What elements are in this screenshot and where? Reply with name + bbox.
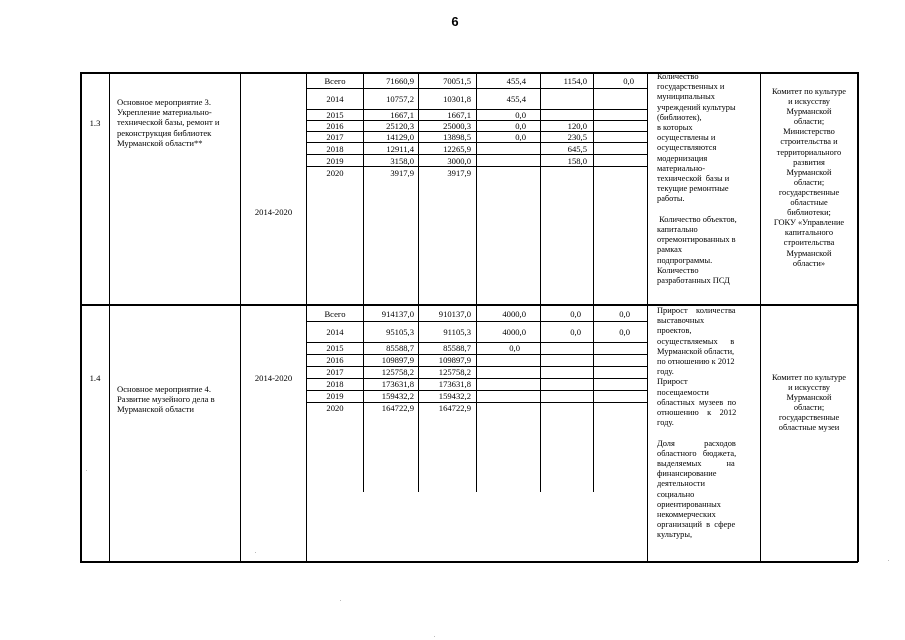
year-label: 2018 [326,144,344,154]
year-label: Всего [324,76,346,86]
federal-value: 455,4 [506,94,526,104]
year-label: 2017 [326,132,344,142]
total-value: 95105,3 [386,327,414,337]
regional-value: 85588,7 [443,343,471,353]
federal-value: 0,0 [515,121,526,131]
year-label: 2015 [326,110,344,120]
total-value: 159432,2 [381,391,414,401]
local-value: 230,5 [567,132,587,142]
local-value: 645,5 [567,144,587,154]
col-divider [593,72,594,492]
total-value: 12911,4 [386,144,414,154]
year-label: 2015 [326,343,344,353]
local-value: 0,0 [570,309,581,319]
row-number: 1.4 [89,373,101,383]
row-divider [80,304,858,306]
regional-value: 910137,0 [438,309,471,319]
year-divider [306,154,647,155]
scan-speck [434,636,435,637]
year-label: 2014 [326,327,344,337]
period: 2014-2020 [254,373,293,383]
year-label: 2019 [326,391,344,401]
other-value: 0,0 [623,76,634,86]
regional-value: 13898,5 [443,132,471,142]
total-value: 109897,9 [381,355,414,365]
year-label: 2020 [326,403,344,413]
regional-value: 70051,5 [443,76,471,86]
total-value: 14129,0 [386,132,414,142]
federal-value: 4000,0 [502,309,526,319]
total-value: 173631,8 [381,379,414,389]
year-label: 2019 [326,156,344,166]
federal-value: 0,0 [515,110,526,120]
period: 2014-2020 [254,207,293,217]
total-value: 914137,0 [381,309,414,319]
federal-value: 4000,0 [502,327,526,337]
regional-value: 159432,2 [438,391,471,401]
scan-speck [86,470,87,471]
regional-value: 125758,2 [438,367,471,377]
year-divider [306,166,647,167]
federal-value: 0,0 [515,132,526,142]
total-value: 3917,9 [390,168,414,178]
measure-name: Основное мероприятие 4. Развитие музейного дела в Мурманской области [117,384,215,415]
page-number: 6 [451,14,459,29]
regional-value: 10301,8 [443,94,471,104]
federal-value: 0,0 [509,343,520,353]
row-number: 1.3 [89,118,101,128]
col-divider [240,72,241,562]
year-divider [306,321,647,322]
scan-speck [255,552,256,553]
year-divider [306,88,647,89]
target-indicators: Количество государственных и муниципальных учреждений культуры (библиотек), в которых осуществлены и осуществляются модернизация материально- технической базы и текущие ремонтные работы. Количество объектов, капитально отремонтированных в рамках подпрограммы. Количество разработанных ПСД [657,72,737,286]
regional-value: 91105,3 [443,327,471,337]
table-border-right [857,72,859,562]
responsible-executors: Комитет по культуре и искусству Мурманской области; Министерство строительства и территориального развития Мурманской области; государственные областные библиотеки; ГОКУ «Управление капитального строительства Мурманской области» [772,87,846,268]
regional-value: 3000,0 [447,156,471,166]
regional-value: 1667,1 [447,110,471,120]
table-border-top [80,72,858,74]
total-value: 85588,7 [386,343,414,353]
regional-value: 12265,9 [443,144,471,154]
year-label: Всего [324,309,346,319]
total-value: 25120,3 [386,121,414,131]
regional-value: 25000,3 [443,121,471,131]
col-divider [109,72,110,562]
target-indicators: Прирост количества выставочных проектов, осуществляемых в Мурманской области, по отношению к 2012 году. Прирост посещаемости областных музеев по отношению к 2012 году. Доля расходов областного бюджета, выделяемых на финансирование деятельности социально ориентированных некоммерческих организаций в сфере культуры, [657,306,737,540]
total-value: 71660,9 [386,76,414,86]
regional-value: 164722,9 [438,403,471,413]
other-value: 0,0 [619,309,630,319]
regional-value: 109897,9 [438,355,471,365]
local-value: 158,0 [567,156,587,166]
total-value: 1667,1 [390,110,414,120]
regional-value: 3917,9 [447,168,471,178]
measure-name: Основное мероприятие 3. Укрепление материально- технической базы, ремонт и реконструкция библиотек Мурманской области** [117,97,220,148]
local-value: 120,0 [567,121,587,131]
year-label: 2016 [326,121,344,131]
federal-value: 455,4 [506,76,526,86]
total-value: 10757,2 [386,94,414,104]
local-value: 0,0 [570,327,581,337]
year-label: 2018 [326,379,344,389]
year-label: 2020 [326,168,344,178]
total-value: 164722,9 [381,403,414,413]
scan-speck [340,600,341,601]
col-divider [647,72,648,562]
table-border-left [80,72,82,562]
year-label: 2014 [326,94,344,104]
total-value: 3158,0 [390,156,414,166]
local-value: 1154,0 [563,76,587,86]
other-value: 0,0 [619,327,630,337]
year-label: 2017 [326,367,344,377]
year-label: 2016 [326,355,344,365]
scan-speck [888,560,889,561]
table-border-bottom [80,561,858,563]
regional-value: 173631,8 [438,379,471,389]
responsible-executors: Комитет по культуре и искусству Мурманской области; государственные областные музеи [772,373,846,433]
total-value: 125758,2 [381,367,414,377]
year-divider [306,142,647,143]
